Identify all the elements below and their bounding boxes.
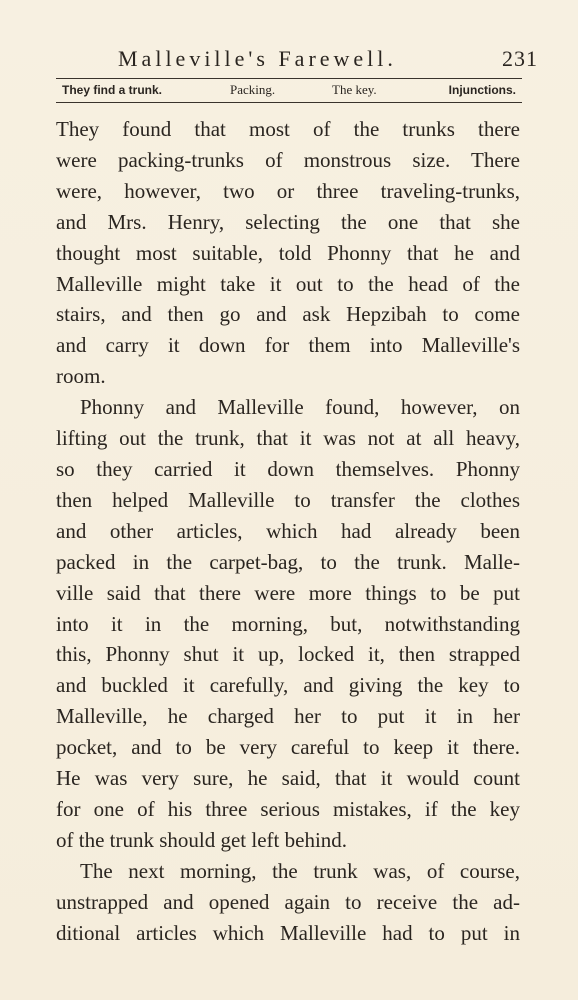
text-line: room. bbox=[56, 364, 106, 389]
text-line: and buckled it carefully, and giving the key to bbox=[56, 673, 520, 698]
text-line: ville said that there were more things to be put bbox=[56, 580, 520, 605]
text-line: ditional articles which Malleville had to put in bbox=[56, 920, 520, 945]
text-line: Phonny and Malleville found, however, on bbox=[80, 395, 520, 420]
text-line: packed in the carpet-bag, to the trunk. Malle- bbox=[56, 549, 520, 574]
text-line: so they carried it down themselves. Phonny bbox=[56, 456, 520, 481]
subhead-1: They find a trunk. bbox=[62, 83, 163, 97]
text-line: and Mrs. Henry, selecting the one that she bbox=[56, 209, 520, 234]
subhead-4: Injunctions. bbox=[448, 83, 516, 97]
text-line: Malleville, he charged her to put it in her bbox=[56, 704, 520, 729]
text-line: were packing-trunks of monstrous size. There bbox=[56, 147, 520, 172]
text-line: this, Phonny shut it up, locked it, then strapped bbox=[56, 642, 520, 667]
text-line: He was very sure, he said, that it would count bbox=[56, 766, 520, 791]
text-line: The next morning, the trunk was, of course, bbox=[80, 858, 520, 883]
text-line: then helped Malleville to transfer the clothes bbox=[56, 487, 520, 512]
text-line: Malleville might take it out to the head of the bbox=[56, 271, 520, 296]
text-line: They found that most of the trunks there bbox=[56, 117, 520, 141]
text-line: thought most suitable, told Phonny that he and bbox=[56, 240, 520, 265]
text-line: stairs, and then go and ask Hepzibah to come bbox=[56, 302, 520, 327]
text-line: for one of his three serious mistakes, if the key bbox=[56, 796, 520, 821]
text-line: lifting out the trunk, that it was not at all heavy, bbox=[56, 426, 520, 451]
subhead-3: The key. bbox=[332, 82, 377, 97]
header-rule-bottom bbox=[56, 102, 522, 103]
text-line: into it in the morning, but, notwithstanding bbox=[56, 611, 520, 636]
running-head bbox=[118, 44, 538, 74]
body-text bbox=[56, 114, 520, 948]
text-line: and carry it down for them into Malleville's bbox=[56, 333, 520, 358]
chapter-title: Malleville's Farewell. bbox=[118, 46, 397, 71]
text-line: unstrapped and opened again to receive the ad- bbox=[56, 889, 520, 914]
text-line: of the trunk should get left behind. bbox=[56, 827, 348, 852]
text-line: pocket, and to be very careful to keep it there. bbox=[56, 735, 520, 760]
text-line: and other articles, which had already been bbox=[56, 518, 520, 543]
page-number: 231 bbox=[502, 46, 538, 71]
marginal-subheads bbox=[62, 79, 516, 101]
subhead-2: Packing. bbox=[230, 82, 276, 97]
text-line: were, however, two or three traveling-trunks, bbox=[56, 178, 520, 203]
